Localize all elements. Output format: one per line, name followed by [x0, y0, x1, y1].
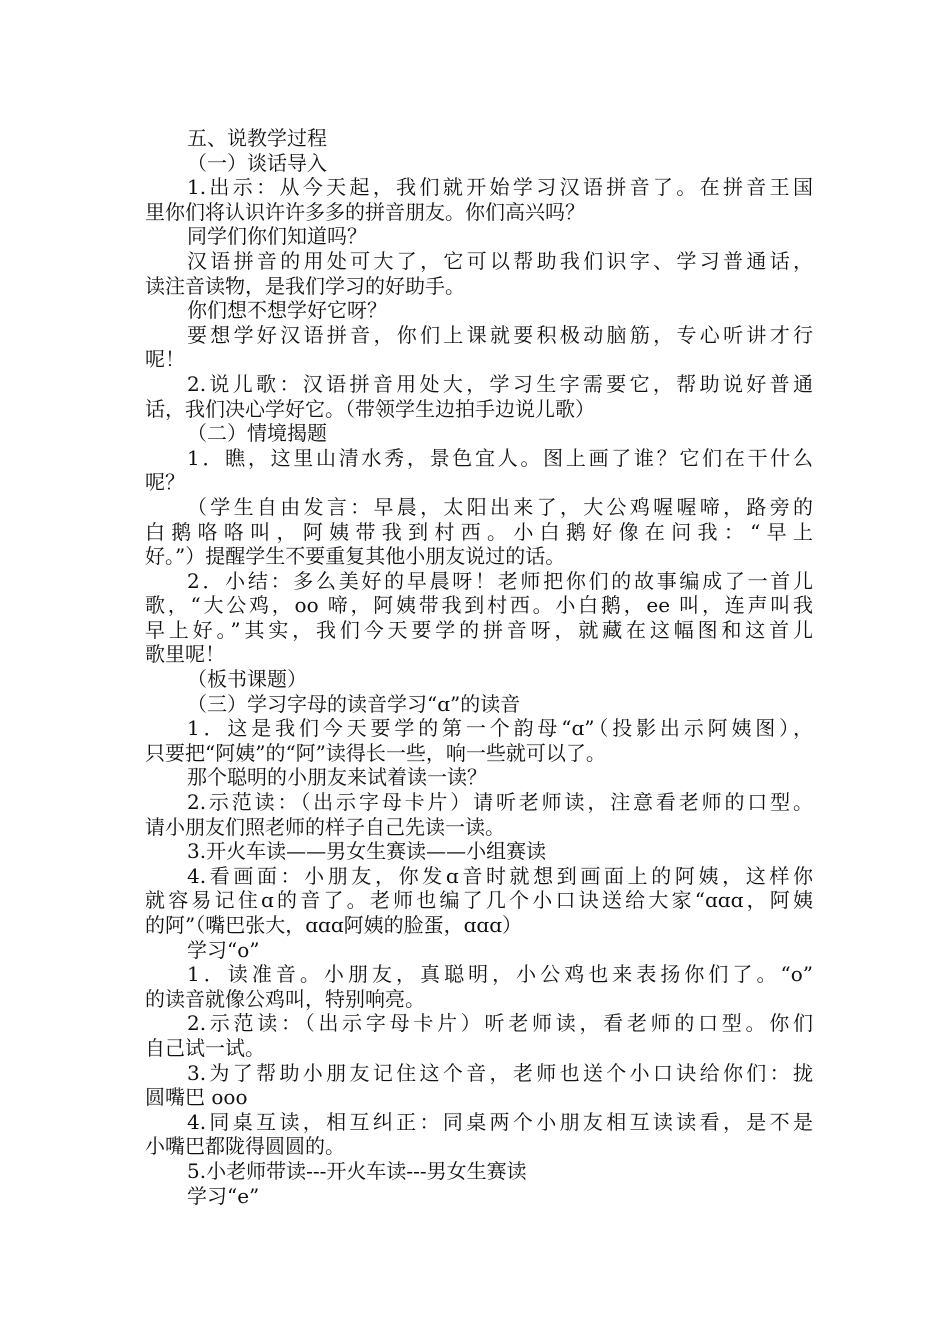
text-line: 汉语拼音的用处可大了，它可以帮助我们识字、学习普通话， [187, 248, 813, 273]
text-line: 1．这是我们今天要学的第一个韵母“ɑ”（投影出示阿姨图）， [187, 716, 813, 741]
text-line: 1.出示：从今天起，我们就开始学习汉语拼音了。在拼音王国 [187, 175, 813, 200]
text-line: 5.小老师带读---开火车读---男女生赛读 [187, 1158, 527, 1183]
text-line: 2.说儿歌：汉语拼音用处大，学习生字需要它，帮助说好普通 [187, 371, 813, 396]
text-line: 学习“o” [187, 937, 260, 962]
text-line: （板书课题） [187, 667, 307, 692]
text-line: 1．读准音。小朋友，真聪明，小公鸡也来表扬你们了。“o” [187, 962, 813, 987]
text-line: 歌，“大公鸡，oo 啼，阿姨带我到村西。小白鹅，ee 叫，连声叫我 [145, 593, 813, 618]
text-line: 歌里呢！ [145, 642, 225, 667]
text-line: 1．瞧，这里山清水秀，景色宜人。图上画了谁？它们在干什么 [187, 445, 813, 470]
text-line: 的读音就像公鸡叫，特别响亮。 [145, 986, 425, 1011]
text-line: 要想学好汉语拼音，你们上课就要积极动脑筋，专心听讲才行 [187, 322, 813, 347]
text-line: 五、说教学过程 [187, 126, 327, 150]
text-line: 里你们将认识许许多多的拼音朋友。你们高兴吗？ [145, 199, 585, 224]
text-line: 只要把“阿姨”的“阿”读得长一些，响一些就可以了。 [145, 740, 606, 765]
text-line: 就容易记住ɑ的音了。老师也编了几个小口诀送给大家“ɑɑɑ，阿姨 [145, 888, 813, 913]
text-line: 白鹅咯咯叫，阿姨带我到村西。小白鹅好像在问我：“早上 [145, 519, 813, 544]
text-line: （二）情境揭题 [187, 421, 327, 446]
text-line: 4.同桌互读，相互纠正：同桌两个小朋友相互读读看，是不是 [187, 1109, 813, 1134]
text-line: 4.看画面：小朋友，你发ɑ音时就想到画面上的阿姨，这样你 [187, 863, 813, 888]
text-line: 好。”）提醒学生不要重复其他小朋友说过的话。 [145, 544, 566, 569]
document-body [145, 126, 813, 1208]
text-line: 读注音读物，是我们学习的好助手。 [145, 273, 465, 298]
text-line: （一）谈话导入 [187, 150, 327, 175]
text-line: 2.示范读：（出示字母卡片）请听老师读，注意看老师的口型。 [187, 790, 813, 815]
text-line: 呢！ [145, 347, 185, 372]
text-line: 同学们你们知道吗？ [187, 224, 367, 249]
text-line: 呢？ [145, 470, 185, 495]
text-line: 请小朋友们照老师的样子自己先读一读。 [145, 814, 505, 839]
text-line: 3.开火车读——男女生赛读——小组赛读 [187, 839, 547, 864]
text-line: 3.为了帮助小朋友记住这个音，老师也送个小口诀给你们：拢 [187, 1060, 813, 1085]
text-line: 2.示范读：（出示字母卡片）听老师读，看老师的口型。你们 [187, 1011, 813, 1036]
text-line: 那个聪明的小朋友来试着读一读？ [187, 765, 487, 790]
text-line: （三）学习字母的读音学习“ɑ”的读音 [187, 691, 521, 716]
text-line: 学习“e” [187, 1183, 260, 1208]
text-line: 的阿”（嘴巴张大，ɑɑɑ阿姨的脸蛋，ɑɑɑ） [145, 913, 523, 937]
text-line: 话，我们决心学好它。（带领学生边拍手边说儿歌） [145, 396, 595, 421]
text-line: 圆嘴巴 ooo [145, 1085, 248, 1110]
text-line: 早上好。”其实，我们今天要学的拼音呀，就藏在这幅图和这首儿 [145, 617, 813, 642]
text-line: 自己试一试。 [145, 1035, 265, 1060]
text-line: 你们想不想学好它呀？ [187, 298, 387, 323]
text-line: 小嘴巴都陇得圆圆的。 [145, 1134, 345, 1159]
text-line: （学生自由发言：早晨，太阳出来了，大公鸡喔喔啼，路旁的 [187, 494, 813, 519]
text-line: 2．小结：多么美好的早晨呀！老师把你们的故事编成了一首儿 [187, 568, 813, 593]
